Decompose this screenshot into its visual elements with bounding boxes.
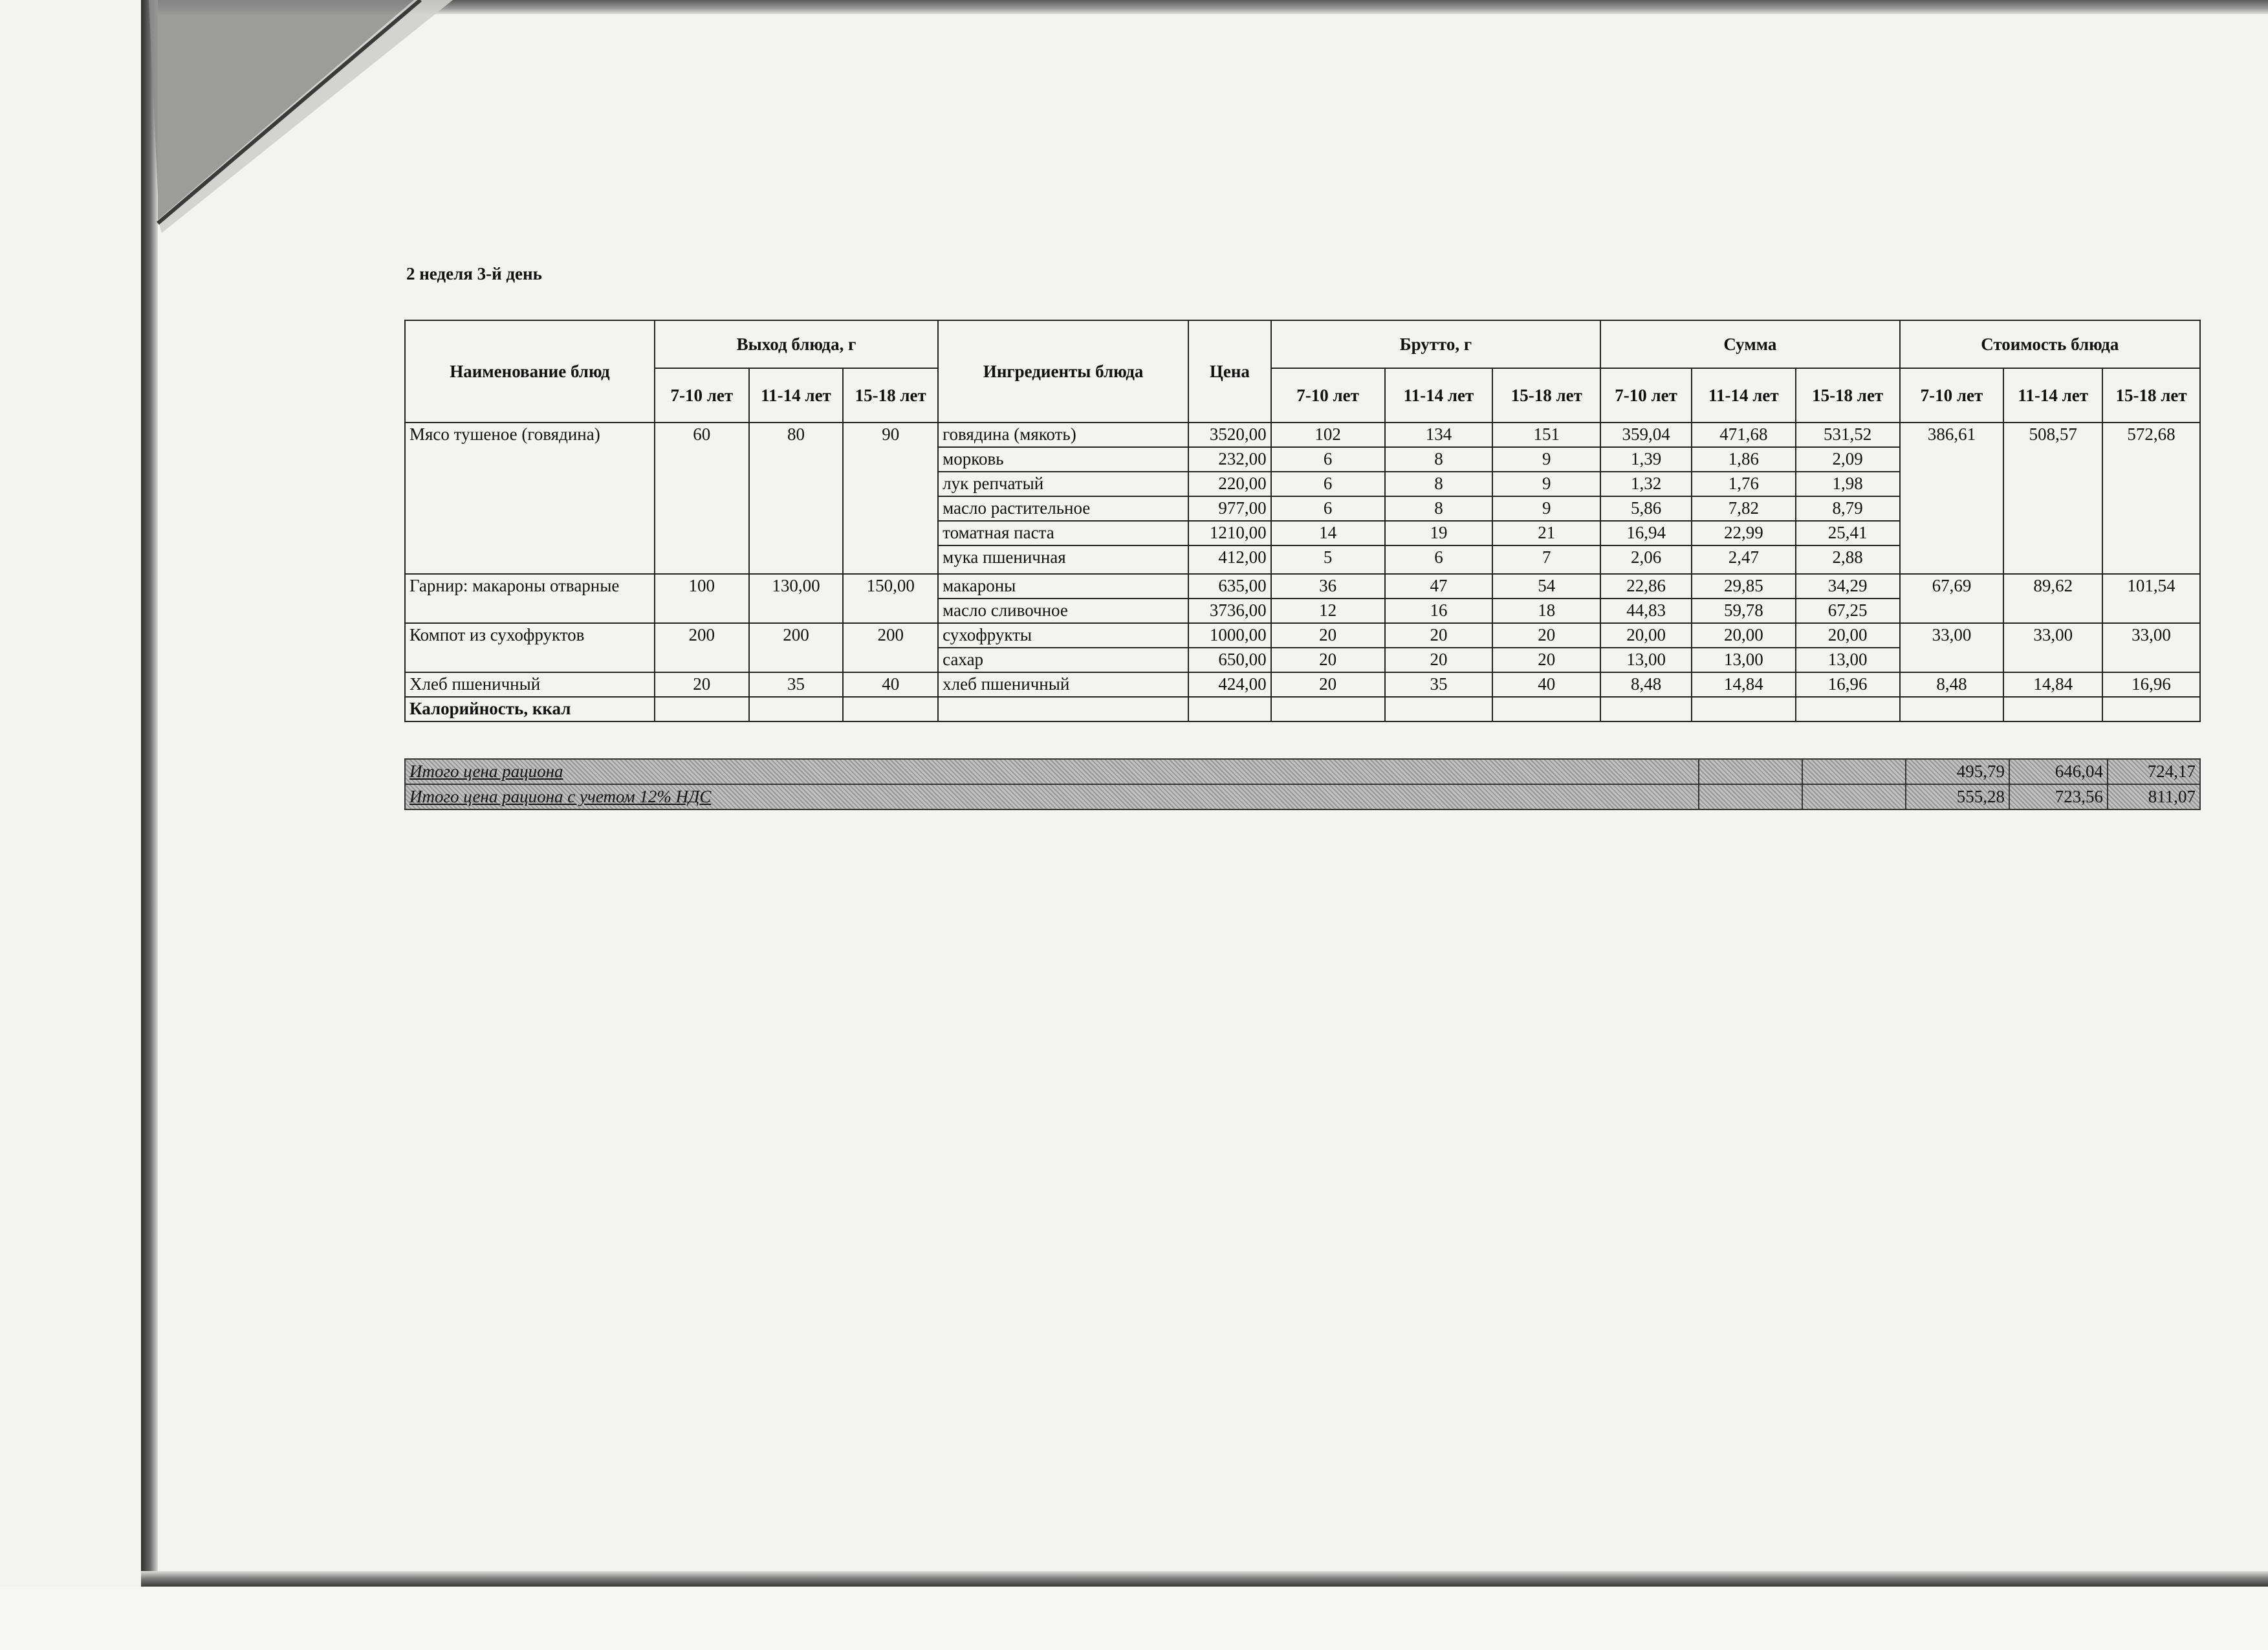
dish-yield: 200 — [843, 623, 938, 672]
ingredient-sum: 2,88 — [1796, 545, 1900, 574]
ingredient-sum: 16,96 — [1796, 672, 1900, 697]
ingredient-sum: 8,79 — [1796, 496, 1900, 521]
calories-cell — [938, 697, 1188, 721]
dish-yield: 100 — [655, 574, 749, 623]
ingredient-gross: 36 — [1271, 574, 1385, 599]
header-sum-age-2: 11-14 лет — [1692, 368, 1796, 423]
ingredient-name: макароны — [938, 574, 1188, 599]
dish-yield: 40 — [843, 672, 938, 697]
ingredient-gross: 20 — [1271, 672, 1385, 697]
ingredient-name: сахар — [938, 648, 1188, 672]
calories-cell — [1271, 697, 1385, 721]
dish-name: Гарнир: макароны отварные — [405, 574, 655, 623]
calories-cell — [655, 697, 749, 721]
dish-cost: 8,48 — [1900, 672, 2004, 697]
calories-cell — [749, 697, 844, 721]
ingredient-gross: 7 — [1492, 545, 1600, 574]
calories-row — [405, 697, 2200, 721]
calories-cell — [1385, 697, 1493, 721]
ingredient-gross: 40 — [1492, 672, 1600, 697]
ingredient-gross: 9 — [1492, 472, 1600, 496]
ingredient-price: 650,00 — [1188, 648, 1271, 672]
dish-cost: 572,68 — [2102, 423, 2200, 574]
ingredient-gross: 20 — [1492, 623, 1600, 648]
header-row-1 — [405, 320, 2200, 368]
ingredient-price: 977,00 — [1188, 496, 1271, 521]
calories-cell — [1692, 697, 1796, 721]
dish-yield: 200 — [749, 623, 844, 672]
dish-cost: 89,62 — [2003, 574, 2102, 623]
ingredient-gross: 20 — [1271, 648, 1385, 672]
totals-value: 724,17 — [2108, 759, 2200, 784]
dish-yield: 35 — [749, 672, 844, 697]
header-yield: Выход блюда, г — [655, 320, 938, 368]
dish-name: Хлеб пшеничный — [405, 672, 655, 697]
ingredient-gross: 20 — [1385, 623, 1493, 648]
dish-name: Мясо тушеное (говядина) — [405, 423, 655, 574]
ingredient-gross: 6 — [1385, 545, 1493, 574]
calories-cell — [1600, 697, 1692, 721]
ingredient-sum: 1,32 — [1600, 472, 1692, 496]
dish-yield: 60 — [655, 423, 749, 574]
menu-table — [404, 320, 2201, 722]
calories-cell — [1188, 697, 1271, 721]
ingredient-gross: 20 — [1385, 648, 1493, 672]
dish-cost: 16,96 — [2102, 672, 2200, 697]
dish-cost: 101,54 — [2102, 574, 2200, 623]
ingredient-sum: 359,04 — [1600, 423, 1692, 447]
ingredient-gross: 47 — [1385, 574, 1493, 599]
ingredient-gross: 12 — [1271, 599, 1385, 623]
ingredient-sum: 13,00 — [1796, 648, 1900, 672]
ingredient-sum: 1,98 — [1796, 472, 1900, 496]
ingredient-price: 3520,00 — [1188, 423, 1271, 447]
ingredient-gross: 8 — [1385, 472, 1493, 496]
ingredient-price: 1210,00 — [1188, 521, 1271, 545]
ingredient-gross: 20 — [1492, 648, 1600, 672]
header-dish-name: Наименование блюд — [405, 320, 655, 423]
header-cost-age-2: 11-14 лет — [2003, 368, 2102, 423]
ingredient-name: говядина (мякоть) — [938, 423, 1188, 447]
ingredient-sum: 8,48 — [1600, 672, 1692, 697]
ingredient-name: масло растительное — [938, 496, 1188, 521]
totals-value: 495,79 — [1906, 759, 2009, 784]
ingredient-sum: 22,99 — [1692, 521, 1796, 545]
header-yield-age-2: 11-14 лет — [749, 368, 844, 423]
header-row-2 — [405, 368, 2200, 423]
ingredient-gross: 9 — [1492, 447, 1600, 472]
ingredient-gross: 21 — [1492, 521, 1600, 545]
ingredient-sum: 59,78 — [1692, 599, 1796, 623]
totals-label: Итого цена рациона — [405, 759, 1699, 784]
calories-cell — [843, 697, 938, 721]
ingredient-sum: 22,86 — [1600, 574, 1692, 599]
ingredient-price: 635,00 — [1188, 574, 1271, 599]
ingredient-gross: 9 — [1492, 496, 1600, 521]
table-row — [405, 574, 2200, 599]
ingredient-sum: 2,06 — [1600, 545, 1692, 574]
dish-cost: 508,57 — [2003, 423, 2102, 574]
ingredient-sum: 13,00 — [1600, 648, 1692, 672]
calories-cell — [1796, 697, 1900, 721]
ingredient-price: 220,00 — [1188, 472, 1271, 496]
ingredient-sum: 25,41 — [1796, 521, 1900, 545]
header-ingredients: Ингредиенты блюда — [938, 320, 1188, 423]
dish-yield: 80 — [749, 423, 844, 574]
ingredient-gross: 16 — [1385, 599, 1493, 623]
ingredient-name: сухофрукты — [938, 623, 1188, 648]
ingredient-sum: 20,00 — [1600, 623, 1692, 648]
ingredient-sum: 34,29 — [1796, 574, 1900, 599]
dish-name: Компот из сухофруктов — [405, 623, 655, 672]
ingredient-sum: 67,25 — [1796, 599, 1900, 623]
totals-value: 646,04 — [2009, 759, 2108, 784]
ingredient-sum: 471,68 — [1692, 423, 1796, 447]
dish-cost: 386,61 — [1900, 423, 2004, 574]
totals-value: 811,07 — [2108, 784, 2200, 809]
ingredient-sum: 2,47 — [1692, 545, 1796, 574]
ingredient-gross: 8 — [1385, 447, 1493, 472]
dish-cost: 33,00 — [2102, 623, 2200, 672]
ingredient-gross: 18 — [1492, 599, 1600, 623]
totals-value: 723,56 — [2009, 784, 2108, 809]
calories-cell — [2003, 697, 2102, 721]
ingredient-name: морковь — [938, 447, 1188, 472]
ingredient-name: масло сливочное — [938, 599, 1188, 623]
header-sum-age-3: 15-18 лет — [1796, 368, 1900, 423]
dish-cost: 67,69 — [1900, 574, 2004, 623]
totals-row — [405, 759, 2200, 784]
ingredient-name: хлеб пшеничный — [938, 672, 1188, 697]
ingredient-gross: 6 — [1271, 472, 1385, 496]
ingredient-sum: 14,84 — [1692, 672, 1796, 697]
calories-cell — [1900, 697, 2004, 721]
page-title: 2 неделя 3-й день — [406, 264, 542, 283]
header-cost-age-3: 15-18 лет — [2102, 368, 2200, 423]
totals-table — [404, 758, 2201, 810]
header-gross-age-3: 15-18 лет — [1492, 368, 1600, 423]
ingredient-gross: 8 — [1385, 496, 1493, 521]
ingredient-name: лук репчатый — [938, 472, 1188, 496]
totals-value: 555,28 — [1906, 784, 2009, 809]
ingredient-gross: 102 — [1271, 423, 1385, 447]
header-gross: Брутто, г — [1271, 320, 1601, 368]
ingredient-price: 1000,00 — [1188, 623, 1271, 648]
totals-empty-cell — [1802, 784, 1906, 809]
ingredient-sum: 29,85 — [1692, 574, 1796, 599]
dish-cost: 14,84 — [2003, 672, 2102, 697]
header-sum: Сумма — [1600, 320, 1899, 368]
totals-empty-cell — [1802, 759, 1906, 784]
totals-empty-cell — [1699, 784, 1802, 809]
ingredient-price: 3736,00 — [1188, 599, 1271, 623]
ingredient-sum: 44,83 — [1600, 599, 1692, 623]
dish-yield: 150,00 — [843, 574, 938, 623]
totals-label: Итого цена рациона с учетом 12% НДС — [405, 784, 1699, 809]
ingredient-sum: 13,00 — [1692, 648, 1796, 672]
dish-yield: 200 — [655, 623, 749, 672]
header-price: Цена — [1188, 320, 1271, 423]
ingredient-gross: 134 — [1385, 423, 1493, 447]
dish-yield: 20 — [655, 672, 749, 697]
calories-label: Калорийность, ккал — [405, 697, 655, 721]
header-gross-age-1: 7-10 лет — [1271, 368, 1385, 423]
ingredient-sum: 5,86 — [1600, 496, 1692, 521]
ingredient-sum: 1,86 — [1692, 447, 1796, 472]
ingredient-gross: 151 — [1492, 423, 1600, 447]
ingredient-gross: 20 — [1271, 623, 1385, 648]
ingredient-gross: 19 — [1385, 521, 1493, 545]
ingredient-price: 412,00 — [1188, 545, 1271, 574]
header-yield-age-1: 7-10 лет — [655, 368, 749, 423]
ingredient-price: 424,00 — [1188, 672, 1271, 697]
dish-yield: 130,00 — [749, 574, 844, 623]
ingredient-sum: 7,82 — [1692, 496, 1796, 521]
ingredient-sum: 531,52 — [1796, 423, 1900, 447]
ingredient-sum: 1,76 — [1692, 472, 1796, 496]
header-gross-age-2: 11-14 лет — [1385, 368, 1493, 423]
table-row — [405, 623, 2200, 648]
ingredient-name: мука пшеничная — [938, 545, 1188, 574]
ingredient-sum: 1,39 — [1600, 447, 1692, 472]
ingredient-gross: 35 — [1385, 672, 1493, 697]
ingredient-sum: 20,00 — [1796, 623, 1900, 648]
totals-row — [405, 784, 2200, 809]
ingredient-sum: 16,94 — [1600, 521, 1692, 545]
ingredient-sum: 2,09 — [1796, 447, 1900, 472]
header-yield-age-3: 15-18 лет — [843, 368, 938, 423]
calories-cell — [2102, 697, 2200, 721]
table-row — [405, 672, 2200, 697]
ingredient-name: томатная паста — [938, 521, 1188, 545]
ingredient-gross: 14 — [1271, 521, 1385, 545]
header-cost-age-1: 7-10 лет — [1900, 368, 2004, 423]
dish-yield: 90 — [843, 423, 938, 574]
table-row — [405, 423, 2200, 447]
ingredient-gross: 6 — [1271, 447, 1385, 472]
menu-table-body — [405, 320, 2200, 721]
ingredient-price: 232,00 — [1188, 447, 1271, 472]
dish-cost: 33,00 — [1900, 623, 2004, 672]
calories-cell — [1492, 697, 1600, 721]
ingredient-gross: 5 — [1271, 545, 1385, 574]
ingredient-gross: 54 — [1492, 574, 1600, 599]
totals-table-body — [405, 759, 2200, 809]
header-cost: Стоимость блюда — [1900, 320, 2200, 368]
header-sum-age-1: 7-10 лет — [1600, 368, 1692, 423]
totals-empty-cell — [1699, 759, 1802, 784]
ingredient-gross: 6 — [1271, 496, 1385, 521]
ingredient-sum: 20,00 — [1692, 623, 1796, 648]
dish-cost: 33,00 — [2003, 623, 2102, 672]
